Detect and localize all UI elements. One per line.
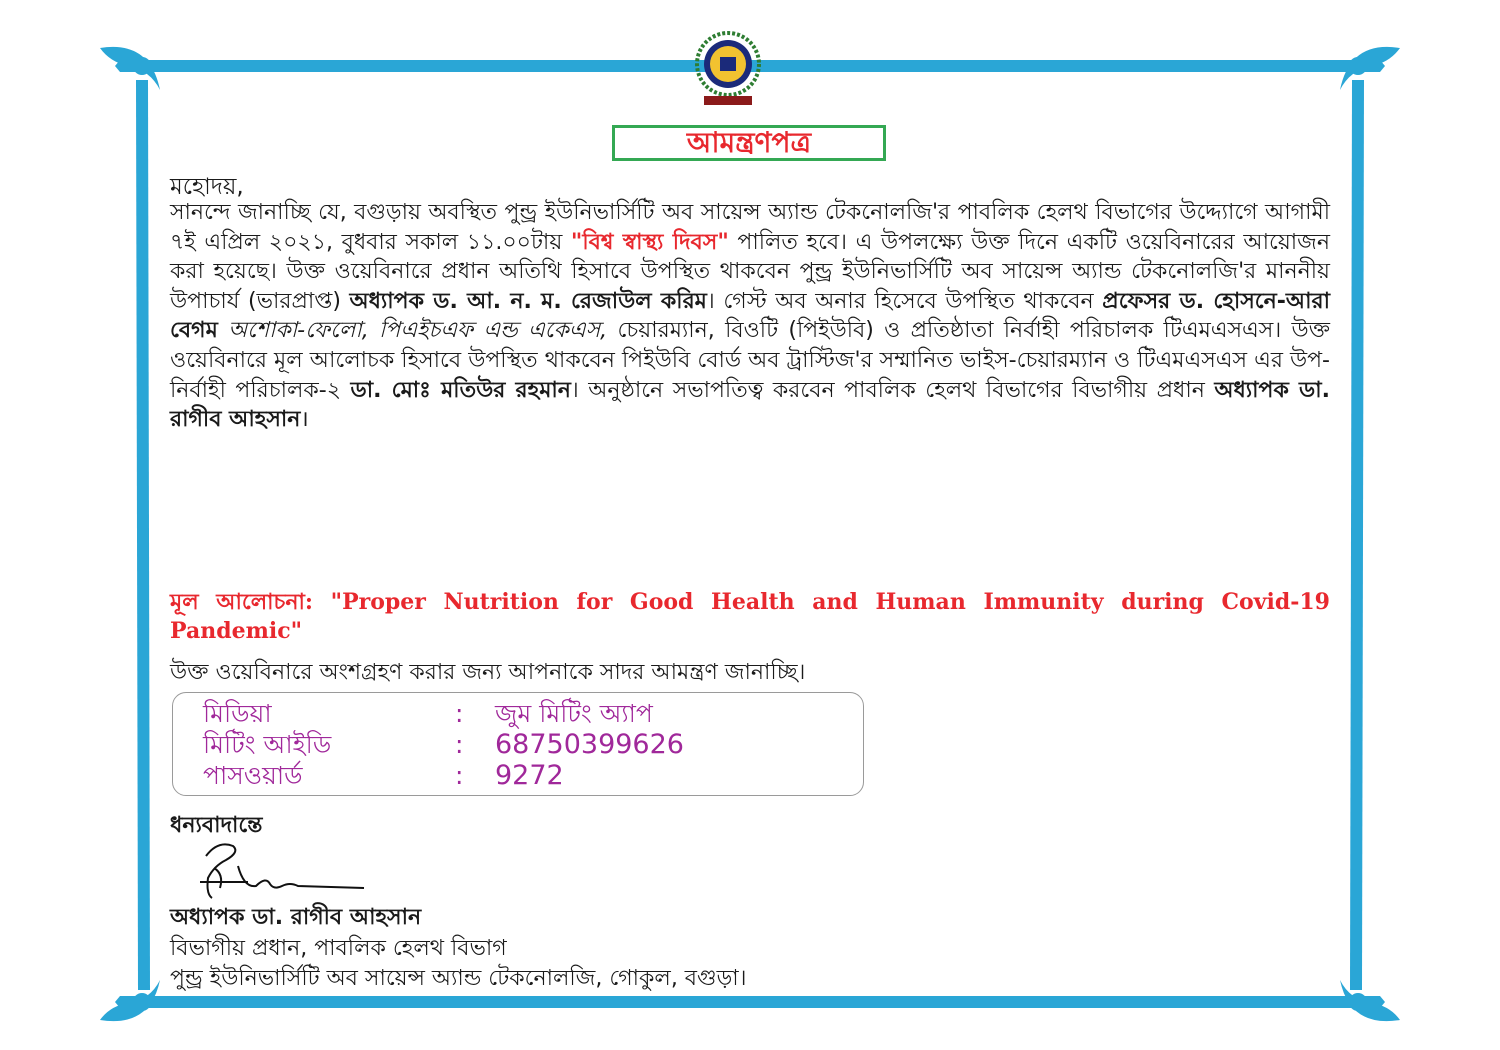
closing-phrase: ধন্যবাদান্তে (170, 813, 263, 838)
invitation-title-box (612, 125, 886, 161)
media-label: মিডিয়া (203, 699, 272, 728)
letter-body (170, 198, 1330, 435)
meeting-id-separator: : (455, 730, 464, 759)
body-part-4 (218, 318, 228, 343)
body-part-6: । অনুষ্ঠানে সভাপতিত্ব করবেন পাবলিক হেলথ বিভাগের বিভাগীয় প্রধান (570, 377, 1215, 403)
main-topic (170, 588, 1330, 646)
body-part-3: । গেস্ট অব অনার হিসেবে উপস্থিত থাকবেন (706, 288, 1103, 314)
password-label: পাসওয়ার্ড (203, 761, 303, 790)
salutation: মহোদয়, (170, 174, 244, 200)
topic-label: মূল আলোচনা: (170, 589, 314, 615)
handwritten-signature (178, 838, 368, 900)
body-part-1: সানন্দে জানাচ্ছি যে, বগুড়ায় অবস্থিত পুন্ড্র ইউনিভার্সিটি অব সায়েন্স অ্যান্ড টেকনোলজি'র পাবলিক হেলথ বিভাগের উদ্দ্যোগে আগামী ৭ই এপ্রিল ২০২১, বুধবার সকাল ১১.০০টায় (170, 200, 1330, 255)
body-part-5: চেয়ারম্যান, বিওটি (পিইউবি) ও প্রতিষ্ঠাতা নির্বাহী পরিচালক টিএমএসএস। উক্ত ওয়েবিনারে মূল আলোচক হিসাবে উপস্থিত থাকবেন পিইউবি বোর্ড অব ট্রাস্টিজ'র সম্মানিত ভাইস-চেয়ারম্যান ও টিএমএসএস এর উপ-নির্বাহী পরিচালক-২ (170, 318, 1330, 403)
password-separator: : (455, 761, 464, 790)
guest-of-honor-titles: অশোকা-ফেলো, পিএইচএফ এন্ড একেএস, (228, 318, 608, 344)
signatory-institution: পুন্ড্র ইউনিভার্সিটি অব সায়েন্স অ্যান্ড টেকনোলজি, গোকুল, বগুড়া। (170, 966, 747, 991)
media-value: জুম মিটিং অ্যাপ (495, 699, 653, 728)
media-separator: : (455, 699, 464, 728)
signatory-designation: বিভাগীয় প্রধান, পাবলিক হেলথ বিভাগ (170, 936, 507, 961)
password-value: 9272 (495, 760, 564, 791)
invitation-line: উক্ত ওয়েবিনারে অংশগ্রহণ করার জন্য আপনাকে সাদর আমন্ত্রণ জানাচ্ছি। (170, 660, 806, 685)
meeting-id-value: 68750399626 (495, 729, 684, 760)
signatory-name: অধ্যাপক ডা. রাগীব আহসান (170, 905, 422, 930)
body-part-7: । (300, 407, 309, 433)
chief-guest-name: অধ্যাপক ড. আ. ন. ম. রেজাউল করিম (349, 288, 707, 314)
media-row (203, 699, 653, 729)
invitation-title: আমন্ত্রণপত্র (686, 126, 812, 159)
topic-text: "Proper Nutrition for Good Health and Human Immunity during Covid-19 Pandemic" (170, 589, 1330, 644)
university-seal-icon (678, 30, 778, 108)
keynote-speaker-name: ডা. মোঃ মতিউর রহমান (350, 377, 571, 403)
chair-name: অধ্যাপক ডা. রাগীব আহসান (170, 377, 1330, 433)
meeting-info-box (172, 692, 864, 796)
password-row (203, 761, 564, 791)
event-name: "বিশ্ব স্বাস্থ্য দিবস" (570, 229, 729, 255)
guest-of-honor-name: প্রফেসর ড. হোসনে-আরা বেগম (170, 288, 1330, 344)
body-part-2: পালিত হবে। এ উপলক্ষ্যে উক্ত দিনে একটি ওয়েবিনারের আয়োজন করা হয়েছে। উক্ত ওয়েবিনারে প্রধান অতিথি হিসাবে উপস্থিত থাকবেন পুন্ড্র ইউনিভার্সিটি অব সায়েন্স অ্যান্ড টেকনোলজি'র মাননীয় উপাচার্য (ভারপ্রাপ্ত) (170, 229, 1330, 314)
meeting-id-label: মিটিং আইডি (203, 730, 332, 759)
meeting-id-row (203, 730, 684, 760)
